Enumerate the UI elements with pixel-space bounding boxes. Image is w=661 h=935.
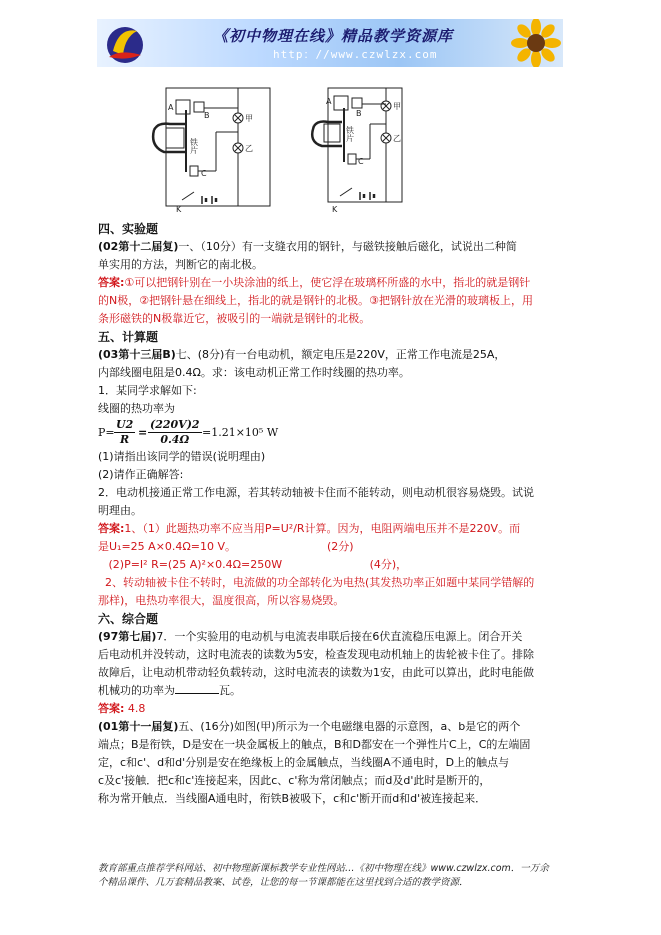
- coil-a: [324, 124, 340, 142]
- question-text: 称为常开触点．当线圈A通电时，衔铁B被吸下，c和c'断开而d和d'被连接起来．: [98, 792, 487, 805]
- label-a: A: [168, 103, 174, 112]
- formula-den-2: 0.4Ω: [160, 433, 190, 446]
- formula-fraction-2: [148, 418, 202, 447]
- label-yi: 乙: [393, 134, 401, 143]
- question-text: 一、（10分）有一支缝衣用的钢针，与磁铁接触后磁化，试说出二种简: [178, 240, 517, 253]
- section-heading-comprehensive: 六、综合题: [98, 612, 159, 626]
- question-text: 瓦。: [219, 684, 241, 697]
- question-text: 内部线圈电阻是0.4Ω。求：该电动机正常工作时线圈的热功率。: [98, 366, 410, 379]
- label-jia: 甲: [245, 114, 253, 123]
- question-text: (1)请指出该同学的错误(说明理由): [98, 450, 266, 463]
- question-text: c及c'接触．把c和c'连接起来，因此c、c'称为常闭触点；而d及d'此时是断开的，: [98, 774, 491, 787]
- contact-c: [348, 154, 356, 164]
- switch-k: [340, 188, 352, 196]
- question-line: [98, 682, 568, 700]
- answer-value: 4.8: [127, 702, 146, 715]
- answer-text: 2、转动轴被卡住不转时，电流做的功全部转化为电热(其发热功率正如题中某同学错解的: [98, 576, 535, 589]
- question-text: 单实用的方法，判断它的南北极。: [98, 258, 263, 271]
- answer-text: 那样)，电热功率很大，温度很高，所以容易烧毁。: [98, 594, 345, 607]
- label-tiepian: 铁片: [189, 138, 199, 154]
- question-source-tag: (02第十二届复): [98, 240, 179, 253]
- relay-circuit-diagram-right: [306, 84, 410, 216]
- circuit-frame: [166, 88, 270, 206]
- answer-blank: [175, 682, 219, 694]
- question-text: (2)请作正确解答:: [98, 468, 184, 481]
- label-yi: 乙: [245, 144, 253, 153]
- answer-label: 答案:: [98, 702, 125, 715]
- answer-text: ①可以把钢针别在一小块涂油的纸上，使它浮在玻璃杯所盛的水中，指北的就是钢针: [124, 276, 531, 289]
- question-text: 故障后，让电动机带动轻负载转动，这时电流表的读数为1安，由此可以算出，此时电能做: [98, 666, 534, 679]
- question-text: 后电动机并没转动，这时电流表的读数为5安，检查发现电动机轴上的齿轮被卡住了。排除: [98, 648, 534, 661]
- question-line: [98, 628, 568, 646]
- contact-block-upper: [176, 100, 190, 114]
- label-jia: 甲: [393, 102, 401, 111]
- switch-k: [182, 192, 194, 200]
- answer-text: 是U₁=25 A×0.4Ω=10 V。 (2分): [98, 540, 354, 553]
- header-banner: [97, 19, 563, 67]
- label-c: C: [201, 169, 207, 178]
- coil-a: [166, 128, 184, 148]
- label-b: B: [356, 109, 362, 118]
- banner-title: 《初中物理在线》精品教学资源库: [213, 27, 454, 45]
- heat-power-formula: [98, 418, 568, 448]
- formula-lhs: P=: [98, 426, 115, 439]
- question-text: 七、(8分)有一台电动机，额定电压是220V，正常工作电流是25A，: [175, 348, 506, 361]
- banner-url[interactable]: http：//www.czwlzx.com: [273, 48, 438, 61]
- document-body: [98, 220, 568, 808]
- label-k: K: [176, 205, 182, 214]
- question-source-tag: (97第七届): [98, 630, 157, 643]
- question-line: [98, 718, 568, 736]
- relay-circuit-diagram-left: [146, 80, 276, 214]
- section-heading-experiment: 四、实验题: [98, 222, 159, 236]
- answer-label: 答案:: [98, 522, 125, 535]
- section-heading-calculation: 五、计算题: [98, 330, 159, 344]
- question-text: 2．电动机接通正常工作电源，若其转动轴被卡住而不能转动，则电动机很容易烧毁。试说: [98, 486, 534, 499]
- question-text: 1．某同学求解如下:: [98, 384, 197, 397]
- question-text: 端点；B是衔铁，D是安在一块金属板上的触点，B和D都安在一个弹性片C上，C的左端固: [98, 738, 531, 751]
- question-source-tag: (03第十三届B): [98, 348, 176, 361]
- formula-num-2: (220V)2: [150, 418, 200, 431]
- formula-fraction-1: [114, 418, 135, 447]
- label-a: A: [326, 97, 332, 106]
- question-text: 机械功的功率为: [98, 684, 175, 697]
- question-text: 7．一个实验用的电动机与电流表串联后接在6伏直流稳压电源上。闭合开关: [156, 630, 523, 643]
- formula-equals: =: [138, 426, 148, 439]
- question-source-tag: (01第十一届复): [98, 720, 179, 733]
- answer-text: 1、（1）此题热功率不应当用P=U²/R计算。因为，电阻两端电压并不是220V。而: [124, 522, 521, 535]
- question-text: 五、(16分)如图(甲)所示为一个电磁继电器的示意图，a、b是它的两个: [178, 720, 521, 733]
- formula-den-1: R: [120, 433, 130, 446]
- question-text: 线圈的热功率为: [98, 402, 175, 415]
- answer-line: [98, 520, 568, 538]
- sunflower-icon: [509, 19, 563, 67]
- answer-text: (2)P=I² R=(25 A)²×0.4Ω=250W (4分)，: [98, 558, 408, 571]
- contact-c: [190, 166, 198, 176]
- label-c: C: [358, 157, 364, 166]
- label-tiepian: 铁片: [345, 126, 355, 142]
- question-line: [98, 238, 568, 256]
- footer-line: 个精品课件、几万套精品教案、试卷，让您的每一节课都能在这里找到合适的教学资源．: [98, 877, 469, 888]
- answer-label: 答案:: [98, 276, 125, 289]
- question-line: [98, 346, 568, 364]
- armature-b: [194, 102, 204, 112]
- footer-line: 教育部重点推荐学科网站、初中物理新课标教学专业性网站…《初中物理在线》www.czwlzx.com．一万余: [98, 863, 549, 874]
- page-footer: [98, 862, 568, 890]
- label-b: B: [204, 111, 210, 120]
- answer-line: [98, 700, 568, 718]
- answer-text: 的N极，②把钢针悬在细线上，指北的就是钢针的北极。③把钢针放在光滑的玻璃板上，用: [98, 294, 533, 307]
- formula-rhs: =1.21×10⁵ W: [202, 426, 279, 439]
- site-logo-icon: [99, 21, 149, 65]
- contact-block-upper: [334, 96, 348, 110]
- question-text: 定，c和c'、d和d'分别是安在绝缘板上的金属触点，当线圈A不通电时，D上的触点与: [98, 756, 510, 769]
- label-k: K: [332, 205, 338, 214]
- formula-num-1: U2: [116, 418, 134, 431]
- armature-b: [352, 98, 362, 108]
- answer-line: [98, 274, 568, 292]
- answer-text: 条形磁铁的N极靠近它，被吸引的一端就是钢针的北极。: [98, 312, 371, 325]
- question-text: 明理由。: [98, 504, 142, 517]
